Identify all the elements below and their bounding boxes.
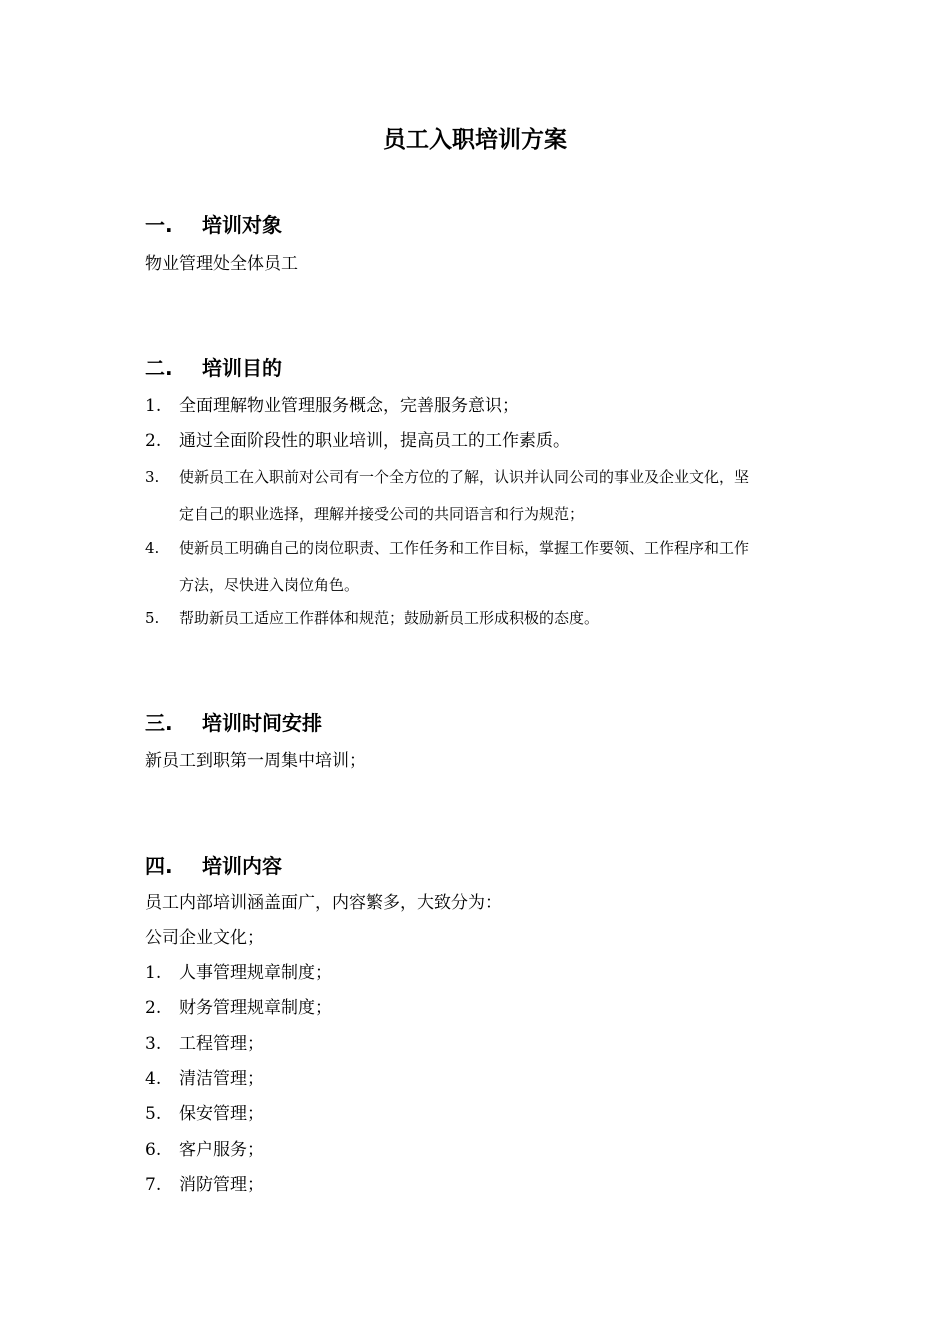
section-intro-line: 公司企业文化； — [145, 928, 264, 948]
list-item — [145, 1066, 264, 1092]
list-item — [145, 535, 749, 561]
list-item — [145, 464, 749, 490]
list-item — [145, 960, 332, 986]
list-item-text: 财务管理规章制度； — [179, 998, 332, 1018]
list-item-text: 客户服务； — [179, 1140, 264, 1160]
list-item-number: 4. — [145, 1069, 162, 1089]
section-title: 培训对象 — [202, 213, 282, 237]
section-heading-1 — [145, 210, 282, 240]
list-item-number: 2. — [145, 998, 162, 1018]
list-item-text: 清洁管理； — [179, 1069, 264, 1089]
document-title: 员工入职培训方案 — [383, 127, 567, 153]
section-number: 一. — [145, 213, 173, 237]
section-body: 新员工到职第一周集中培训； — [145, 751, 366, 771]
list-item-text: 全面理解物业管理服务概念，完善服务意识； — [179, 396, 519, 416]
list-item-text: 通过全面阶段性的职业培训，提高员工的工作素质。 — [179, 431, 570, 451]
list-item — [145, 1137, 264, 1163]
list-item — [145, 428, 570, 454]
list-item — [145, 605, 599, 631]
list-item-continuation: 定自己的职业选择，理解并接受公司的共同语言和行为规范； — [179, 505, 585, 523]
list-item-number: 2. — [145, 431, 162, 451]
list-item — [145, 1172, 264, 1198]
list-item — [145, 1101, 264, 1127]
section-title: 培训内容 — [202, 854, 282, 878]
list-item-text: 使新员工在入职前对公司有一个全方位的了解，认识并认同公司的事业及企业文化，坚 — [179, 468, 750, 486]
list-item — [145, 1031, 264, 1057]
section-heading-3 — [145, 708, 322, 738]
list-item-text: 消防管理； — [179, 1175, 264, 1195]
section-number: 三. — [145, 711, 173, 735]
list-item-text: 保安管理； — [179, 1104, 264, 1124]
list-item-number: 3. — [145, 468, 160, 486]
section-intro: 员工内部培训涵盖面广，内容繁多，大致分为： — [145, 893, 502, 913]
section-heading-2 — [145, 353, 282, 383]
list-item-text: 帮助新员工适应工作群体和规范；鼓励新员工形成积极的态度。 — [179, 609, 600, 627]
list-item-text: 工程管理； — [179, 1034, 264, 1054]
list-item-number: 6. — [145, 1140, 162, 1160]
list-item-number: 7. — [145, 1175, 162, 1195]
list-item-text: 使新员工明确自己的岗位职责、工作任务和工作目标，掌握工作要领、工作程序和工作 — [179, 539, 750, 557]
list-item-number: 5. — [145, 1104, 162, 1124]
list-item-number: 1. — [145, 396, 162, 416]
list-item-number: 3. — [145, 1034, 162, 1054]
list-item-number: 5. — [145, 609, 160, 627]
section-title: 培训目的 — [202, 356, 282, 380]
list-item — [145, 393, 519, 419]
list-item — [145, 995, 332, 1021]
list-item-text: 人事管理规章制度； — [179, 963, 332, 983]
list-item-continuation: 方法，尽快进入岗位角色。 — [179, 576, 360, 594]
section-number: 二. — [145, 356, 173, 380]
list-item-number: 4. — [145, 539, 160, 557]
list-item-number: 1. — [145, 963, 162, 983]
section-title: 培训时间安排 — [202, 711, 322, 735]
section-number: 四. — [145, 854, 173, 878]
section-body: 物业管理处全体员工 — [145, 254, 298, 274]
section-heading-4 — [145, 851, 282, 881]
